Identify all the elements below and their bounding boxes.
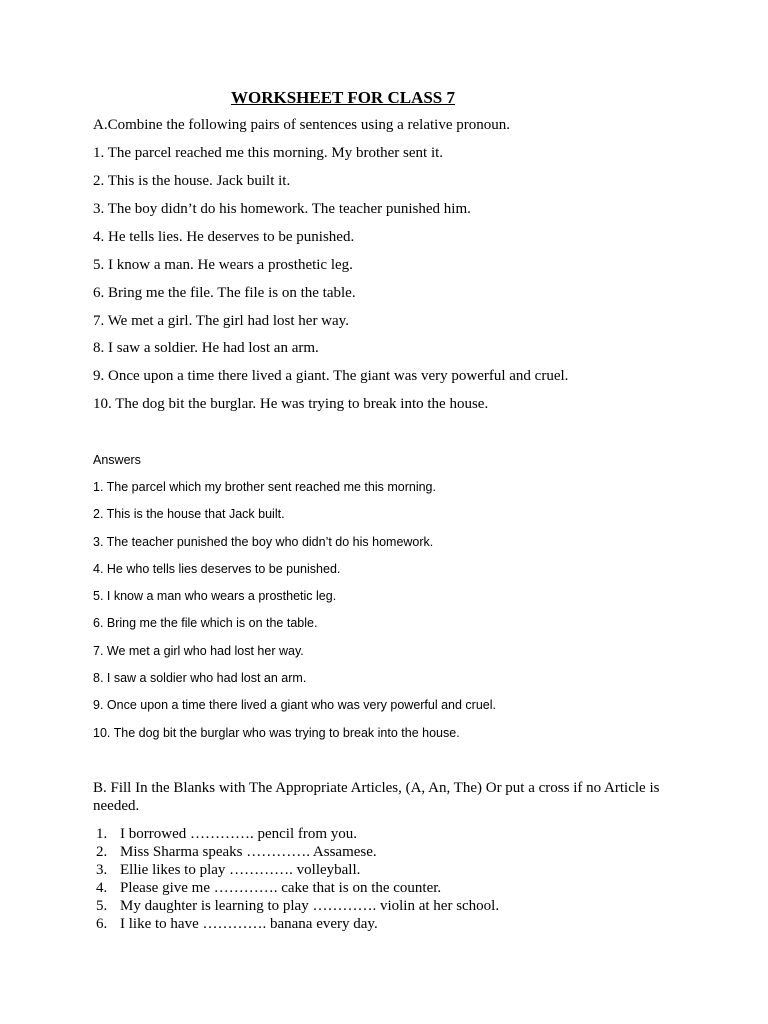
answer-2: 2. This is the house that Jack built.	[93, 507, 285, 521]
blank-item-6	[96, 916, 378, 933]
blank-number: 2.	[96, 844, 108, 860]
answer-8: 8. I saw a soldier who had lost an arm.	[93, 671, 307, 685]
question-1: 1. The parcel reached me this morning. My brother sent it.	[93, 145, 444, 161]
question-8: 8. I saw a soldier. He had lost an arm.	[93, 340, 319, 356]
question-4: 4. He tells lies. He deserves to be punished.	[93, 229, 355, 245]
question-5: 5. I know a man. He wears a prosthetic leg.	[93, 257, 353, 273]
answer-1: 1. The parcel which my brother sent reached me this morning.	[93, 480, 436, 494]
question-3: 3. The boy didn’t do his homework. The teacher punished him.	[93, 201, 471, 217]
question-6: 6. Bring me the file. The file is on the table.	[93, 285, 356, 301]
answer-3: 3. The teacher punished the boy who didn’t do his homework.	[93, 535, 434, 549]
blank-text: Please give me …………. cake that is on the counter.	[120, 880, 442, 896]
blank-item-1	[96, 826, 357, 843]
blank-text: My daughter is learning to play …………. violin at her school.	[120, 898, 500, 914]
question-9: 9. Once upon a time there lived a giant. The giant was very powerful and cruel.	[93, 368, 569, 384]
worksheet-title: WORKSHEET FOR CLASS 7	[230, 88, 456, 107]
blank-number: 4.	[96, 880, 108, 896]
blank-text: Ellie likes to play …………. volleyball.	[120, 862, 361, 878]
question-2: 2. This is the house. Jack built it.	[93, 173, 291, 189]
blank-number: 5.	[96, 898, 108, 914]
answer-9: 9. Once upon a time there lived a giant who was very powerful and cruel.	[93, 698, 496, 712]
section-b-instruction: B. Fill In the Blanks with The Appropriate Articles, (A, An, The) Or put a cross if no Article is needed.	[93, 780, 660, 814]
blank-number: 3.	[96, 862, 108, 878]
answer-6: 6. Bring me the file which is on the table.	[93, 616, 318, 630]
blank-item-2	[96, 844, 377, 861]
answer-5: 5. I know a man who wears a prosthetic leg.	[93, 589, 337, 603]
question-10: 10. The dog bit the burglar. He was trying to break into the house.	[93, 396, 489, 412]
blank-number: 1.	[96, 826, 108, 842]
blank-text: I like to have …………. banana every day.	[120, 916, 378, 932]
blank-number: 6.	[96, 916, 108, 932]
section-a-instruction: A.Combine the following pairs of sentences using a relative pronoun.	[93, 117, 510, 133]
blank-text: I borrowed …………. pencil from you.	[120, 826, 358, 842]
question-7: 7. We met a girl. The girl had lost her way.	[93, 313, 349, 329]
blank-item-5	[96, 898, 499, 915]
answer-10: 10. The dog bit the burglar who was trying to break into the house.	[93, 726, 460, 740]
answers-heading: Answers	[93, 453, 141, 467]
blank-text: Miss Sharma speaks …………. Assamese.	[120, 844, 377, 860]
answer-7: 7. We met a girl who had lost her way.	[93, 644, 304, 658]
blank-item-4	[96, 880, 441, 897]
answer-4: 4. He who tells lies deserves to be punished.	[93, 562, 341, 576]
blank-item-3	[96, 862, 360, 879]
